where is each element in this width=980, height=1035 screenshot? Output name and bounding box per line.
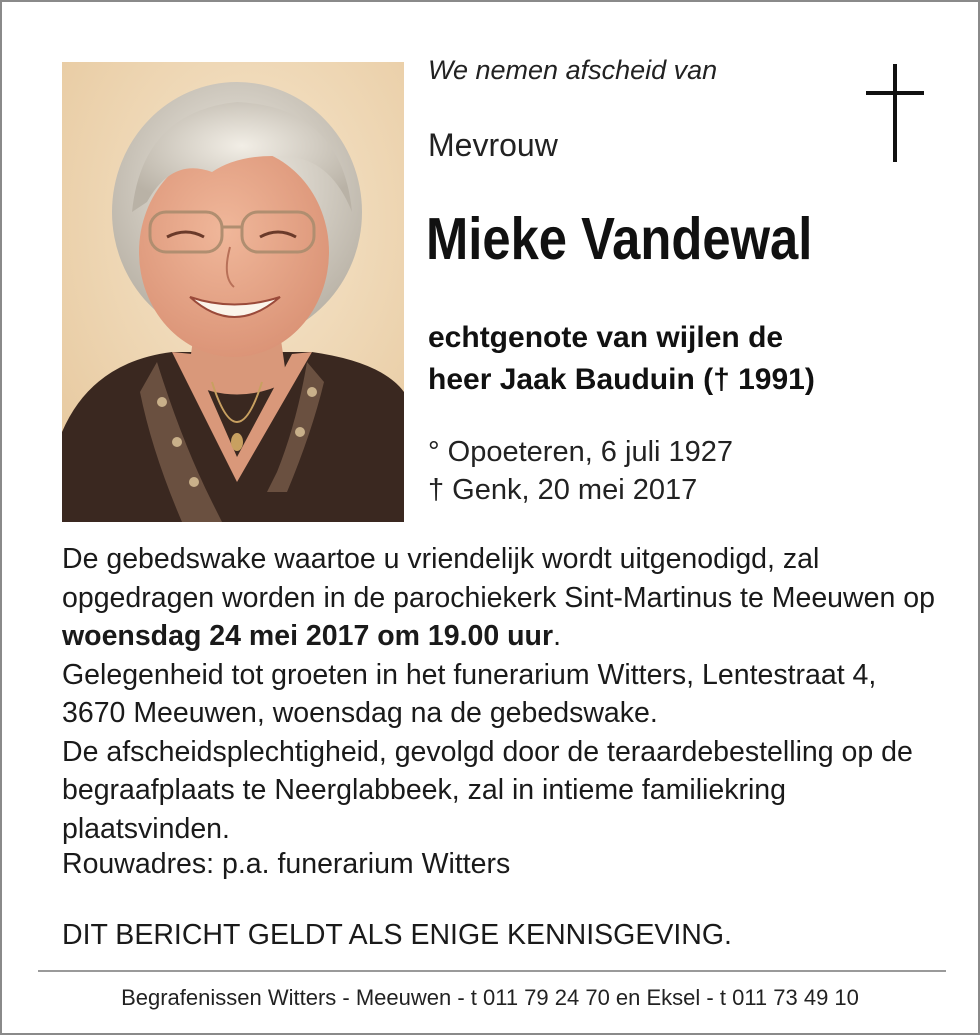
ceremony-paragraph: De afscheidsplechtigheid, gevolgd door de teraardebestelling op de begraafplaats te Neerglabbeek, zal in intieme familiekring plaatsvinden. (62, 735, 913, 845)
spouse-text (428, 317, 815, 401)
portrait-photo (62, 62, 404, 522)
deceased-name: Mieke Vandewal (426, 206, 813, 272)
footer-text: Begrafenissen Witters - Meeuwen - t 011 79 24 70 en Eksel - t 011 73 49 10 (121, 985, 859, 1010)
birth-date: ° Opoeteren, 6 juli 1927 (428, 436, 734, 468)
mourning-address: Rouwadres: p.a. funerarium Witters (62, 848, 511, 880)
footer-divider (38, 970, 946, 972)
wake-date: woensdag 24 mei 2017 om 19.00 uur (62, 620, 554, 652)
announcement-body (62, 540, 942, 848)
spouse-line-1: echtgenote van wijlen de (428, 321, 784, 354)
wake-paragraph (62, 540, 942, 656)
greeting-paragraph: Gelegenheid tot groeten in het funerarium Witters, Lentestraat 4, 3670 Meeuwen, woensdag na de gebedswake. (62, 658, 877, 729)
cross-icon (866, 64, 924, 162)
intro-text: We nemen afscheid van (428, 55, 718, 85)
notice-text: DIT BERICHT GELDT ALS ENIGE KENNISGEVING. (62, 919, 732, 951)
salutation: Mevrouw (428, 127, 558, 163)
death-date: † Genk, 20 mei 2017 (428, 474, 698, 506)
wake-period: . (553, 620, 561, 652)
spouse-line-2: heer Jaak Bauduin († 1991) (428, 363, 815, 396)
life-dates (428, 433, 733, 509)
wake-text: De gebedswake waartoe u vriendelijk wordt uitgenodigd, zal opgedragen worden in de parochiekerk Sint-Martinus te Meeuwen op (62, 543, 935, 614)
